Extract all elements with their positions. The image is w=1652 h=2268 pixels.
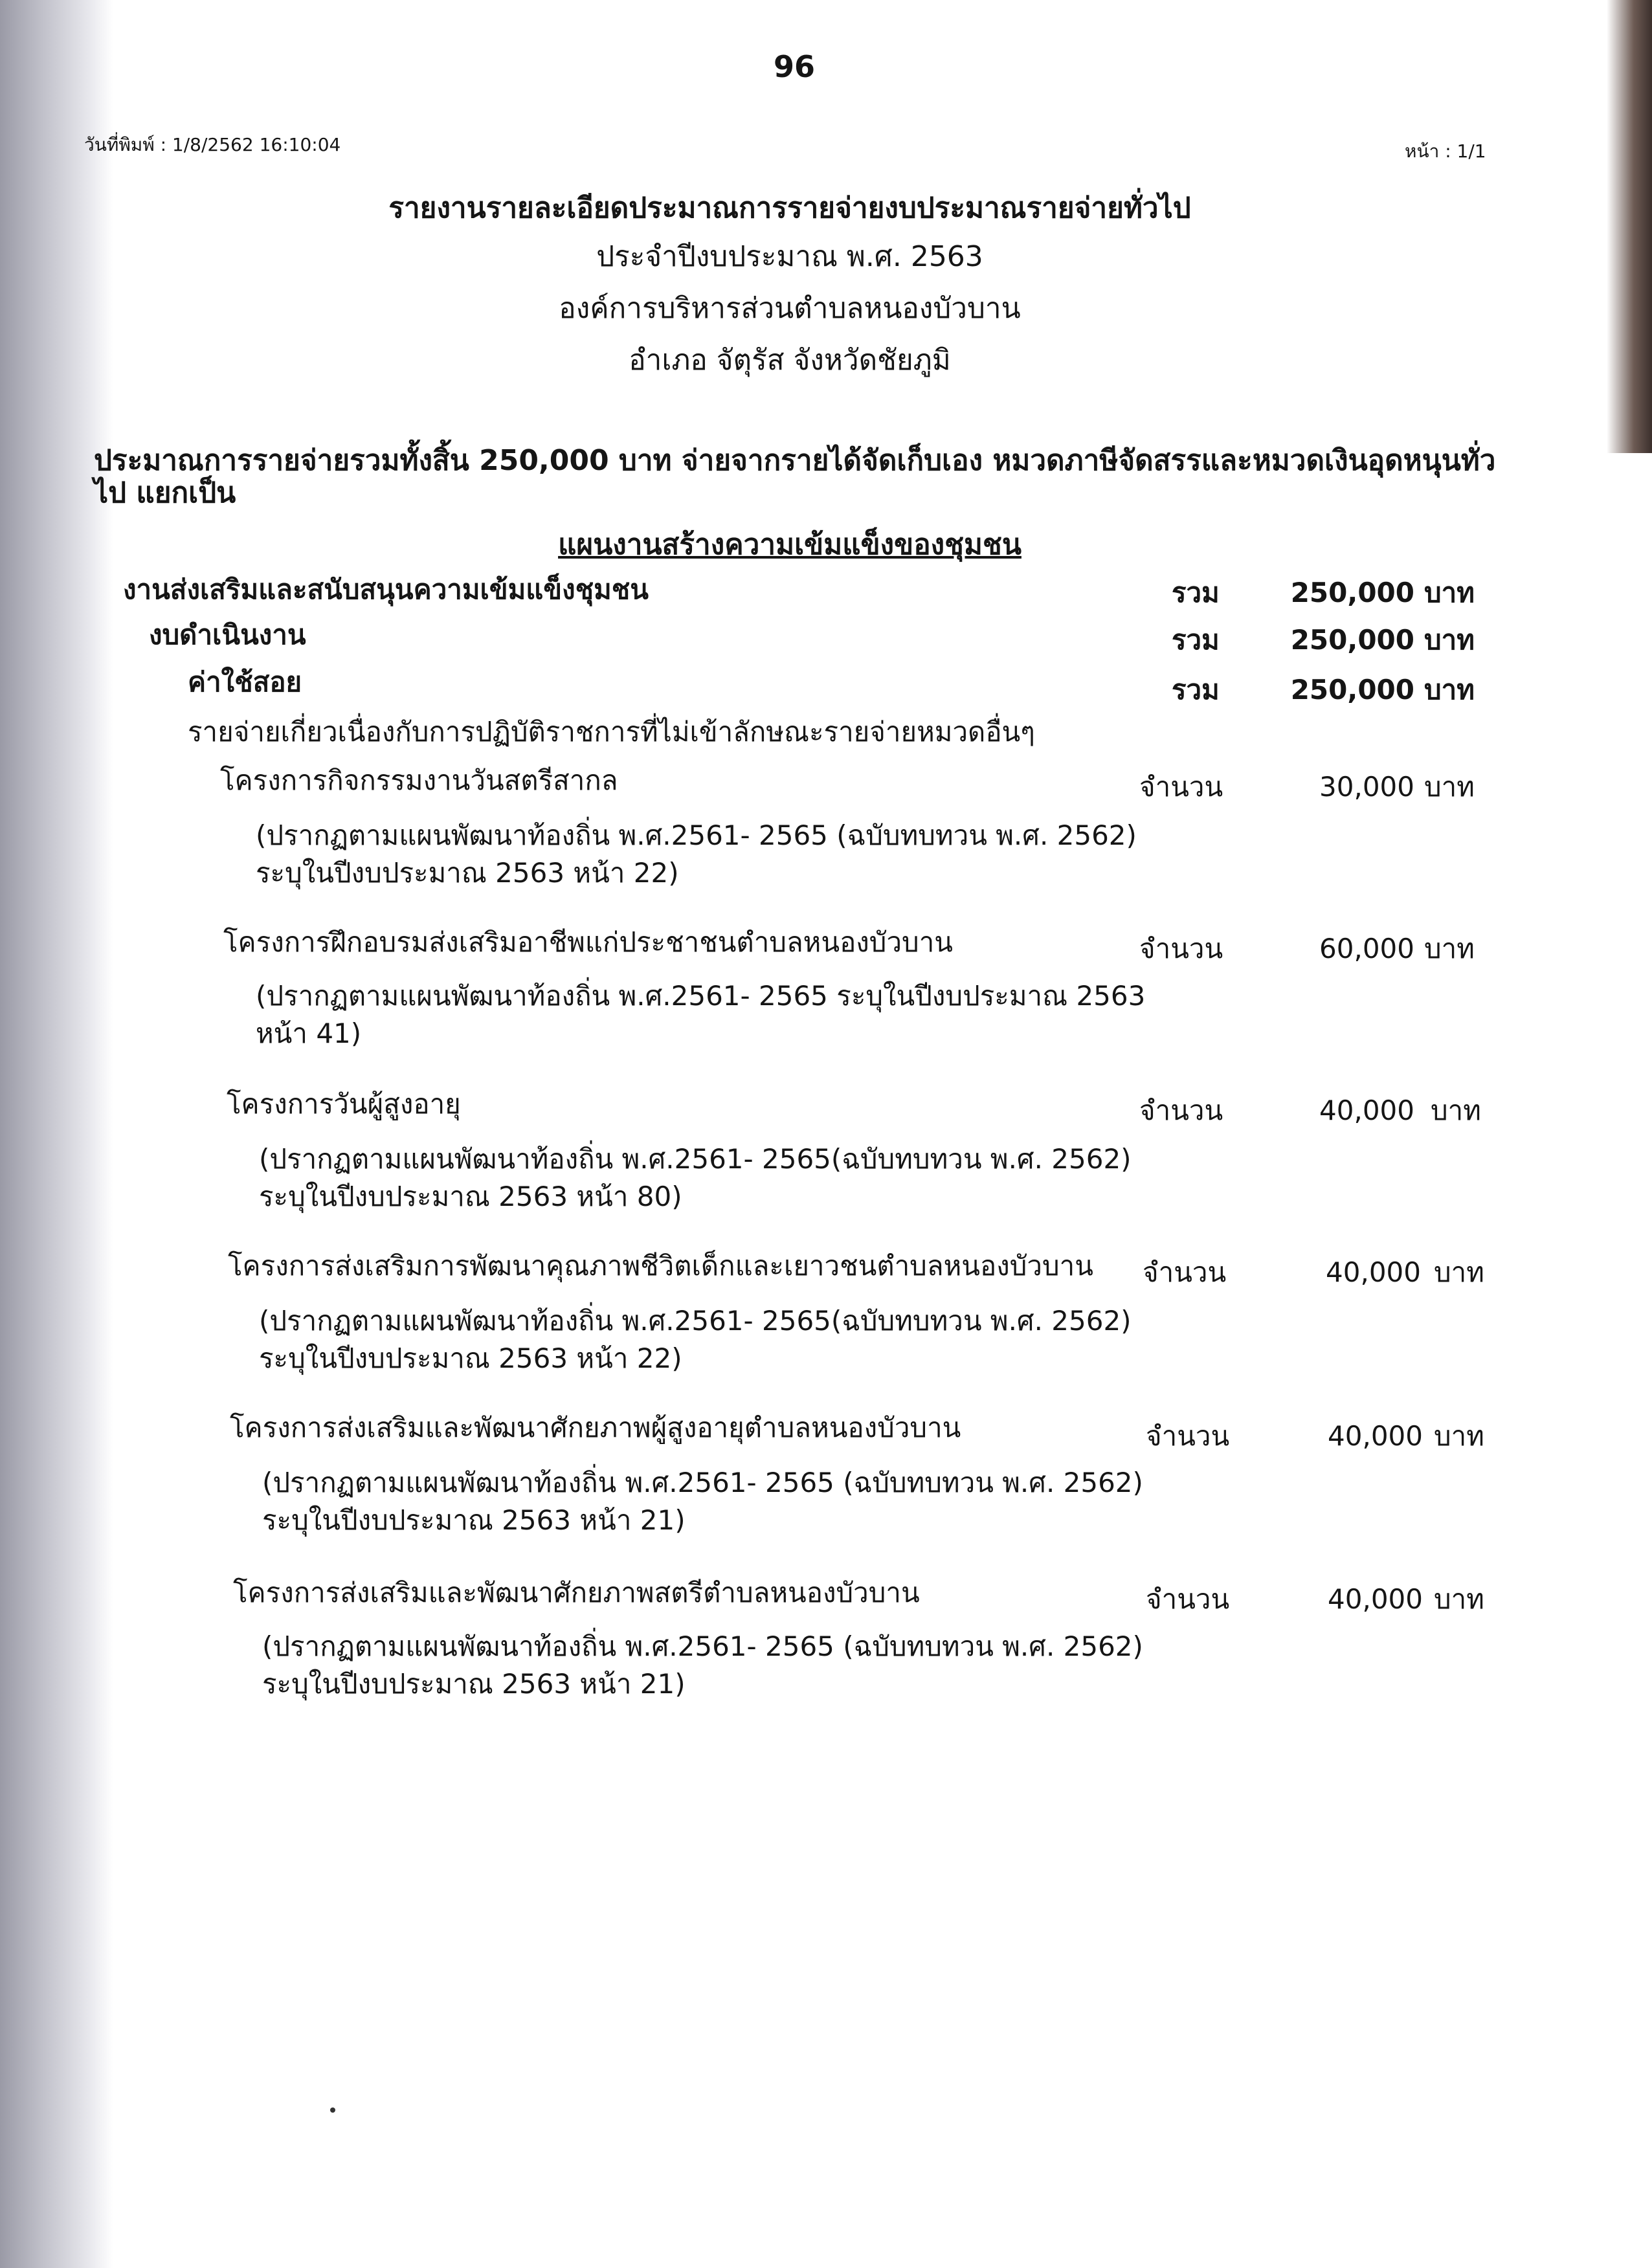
project-name: โครงการส่งเสริมและพัฒนาศักยภาพสตรีตำบลหนองบัวบาน <box>233 1577 920 1608</box>
intro-line-2: ไป แยกเป็น <box>94 476 236 509</box>
project-amount: 40,000 <box>1319 1095 1414 1126</box>
unit-label: บาท <box>1431 1095 1481 1126</box>
expense-category: รายจ่ายเกี่ยวเนื่องกับการปฏิบัติราชการที่ไม่เข้าลักษณะรายจ่ายหมวดอื่นๆ <box>188 716 1035 748</box>
project-reference: (ปรากฏตามแผนพัฒนาท้องถิ่น พ.ศ.2561- 2565 (ฉบับทบทวน พ.ศ. 2562) ระบุในปีงบประมาณ 2563 หน้า 22) <box>256 819 1137 889</box>
scan-shadow <box>0 0 113 2268</box>
project-reference: (ปรากฏตามแผนพัฒนาท้องถิ่น พ.ศ.2561- 2565 ระบุในปีงบประมาณ 2563 หน้า 41) <box>256 980 1146 1049</box>
project-name: โครงการส่งเสริมการพัฒนาคุณภาพชีวิตเด็กและเยาวชนตำบลหนองบัวบาน <box>228 1250 1093 1282</box>
project-reference: (ปรากฏตามแผนพัฒนาท้องถิ่น พ.ศ.2561- 2565(ฉบับทบทวน พ.ศ. 2562) ระบุในปีงบประมาณ 2563 หน้า 80) <box>259 1143 1132 1212</box>
unit-label: บาท <box>1434 1420 1484 1452</box>
level-label: ค่าใช้สอย <box>188 666 302 698</box>
level-amount: 250,000 <box>1290 577 1414 608</box>
project-amount: 40,000 <box>1328 1420 1423 1452</box>
project-name: โครงการกิจกรรมงานวันสตรีสากล <box>220 764 618 796</box>
sum-label: รวม <box>1172 577 1220 608</box>
project-name: โครงการฝึกอบรมส่งเสริมอาชีพแก่ประชาชนตำบลหนองบัวบาน <box>223 926 954 958</box>
unit-label: บาท <box>1424 933 1475 964</box>
project-reference: (ปรากฏตามแผนพัฒนาท้องถิ่น พ.ศ.2561- 2565 (ฉบับทบทวน พ.ศ. 2562) ระบุในปีงบประมาณ 2563 หน้า 21) <box>262 1630 1143 1700</box>
unit-label: บาท <box>1424 771 1475 803</box>
project-reference: (ปรากฏตามแผนพัฒนาท้องถิ่น พ.ศ.2561- 2565 (ฉบับทบทวน พ.ศ. 2562) ระบุในปีงบประมาณ 2563 หน้า 21) <box>262 1467 1143 1536</box>
scan-edge <box>1607 0 1652 453</box>
project-amount: 40,000 <box>1326 1256 1421 1288</box>
project-amount: 30,000 <box>1319 771 1414 803</box>
unit-label: บาท <box>1434 1256 1484 1288</box>
plan-title: แผนงานสร้างความเข้มแข็งของชุมชน <box>558 528 1021 561</box>
project-reference: (ปรากฏตามแผนพัฒนาท้องถิ่น พ.ศ.2561- 2565(ฉบับทบทวน พ.ศ. 2562) ระบุในปีงบประมาณ 2563 หน้า 22) <box>259 1305 1132 1374</box>
page-info: หน้า : 1/1 <box>1405 140 1486 162</box>
sum-label: รวม <box>1172 624 1220 656</box>
page-number: 96 <box>774 49 816 84</box>
level-label: งานส่งเสริมและสนับสนุนความเข้มแข็งชุมชน <box>123 573 649 605</box>
level-amount: 250,000 <box>1290 624 1414 656</box>
sum-label: รวม <box>1172 674 1220 706</box>
district-province: อำเภอ จัตุรัส จังหวัดชัยภูมิ <box>629 344 951 377</box>
qty-label: จำนวน <box>1143 1256 1227 1288</box>
qty-label: จำนวน <box>1146 1583 1230 1615</box>
unit-label: บาท <box>1424 674 1475 706</box>
project-amount: 40,000 <box>1328 1583 1423 1615</box>
unit-label: บาท <box>1434 1583 1484 1615</box>
qty-label: จำนวน <box>1146 1420 1230 1452</box>
project-name: โครงการส่งเสริมและพัฒนาศักยภาพผู้สูงอายุตำบลหนองบัวบาน <box>230 1412 961 1443</box>
level-label: งบดำเนินงาน <box>149 619 306 650</box>
qty-label: จำนวน <box>1139 933 1223 964</box>
project-name: โครงการวันผู้สูงอายุ <box>227 1088 461 1120</box>
intro-line-1: ประมาณการรายจ่ายรวมทั้งสิ้น 250,000 บาท จ่ายจากรายได้จัดเก็บเอง หมวดภาษีจัดสรรและหมวดเงินอุดหนุนทั่ว <box>94 444 1496 477</box>
unit-label: บาท <box>1424 624 1475 656</box>
level-amount: 250,000 <box>1290 674 1414 706</box>
qty-label: จำนวน <box>1139 1095 1223 1126</box>
fiscal-year: ประจำปีงบประมาณ พ.ศ. 2563 <box>596 240 983 273</box>
organization: องค์การบริหารส่วนตำบลหนองบัวบาน <box>559 292 1021 325</box>
unit-label: บาท <box>1424 577 1475 608</box>
project-amount: 60,000 <box>1319 933 1414 964</box>
stray-mark <box>330 2107 335 2113</box>
print-date: วันที่พิมพ์ : 1/8/2562 16:10:04 <box>84 134 341 155</box>
qty-label: จำนวน <box>1139 771 1223 803</box>
report-title: รายงานรายละเอียดประมาณการรายจ่ายงบประมาณรายจ่ายทั่วไป <box>388 192 1191 225</box>
